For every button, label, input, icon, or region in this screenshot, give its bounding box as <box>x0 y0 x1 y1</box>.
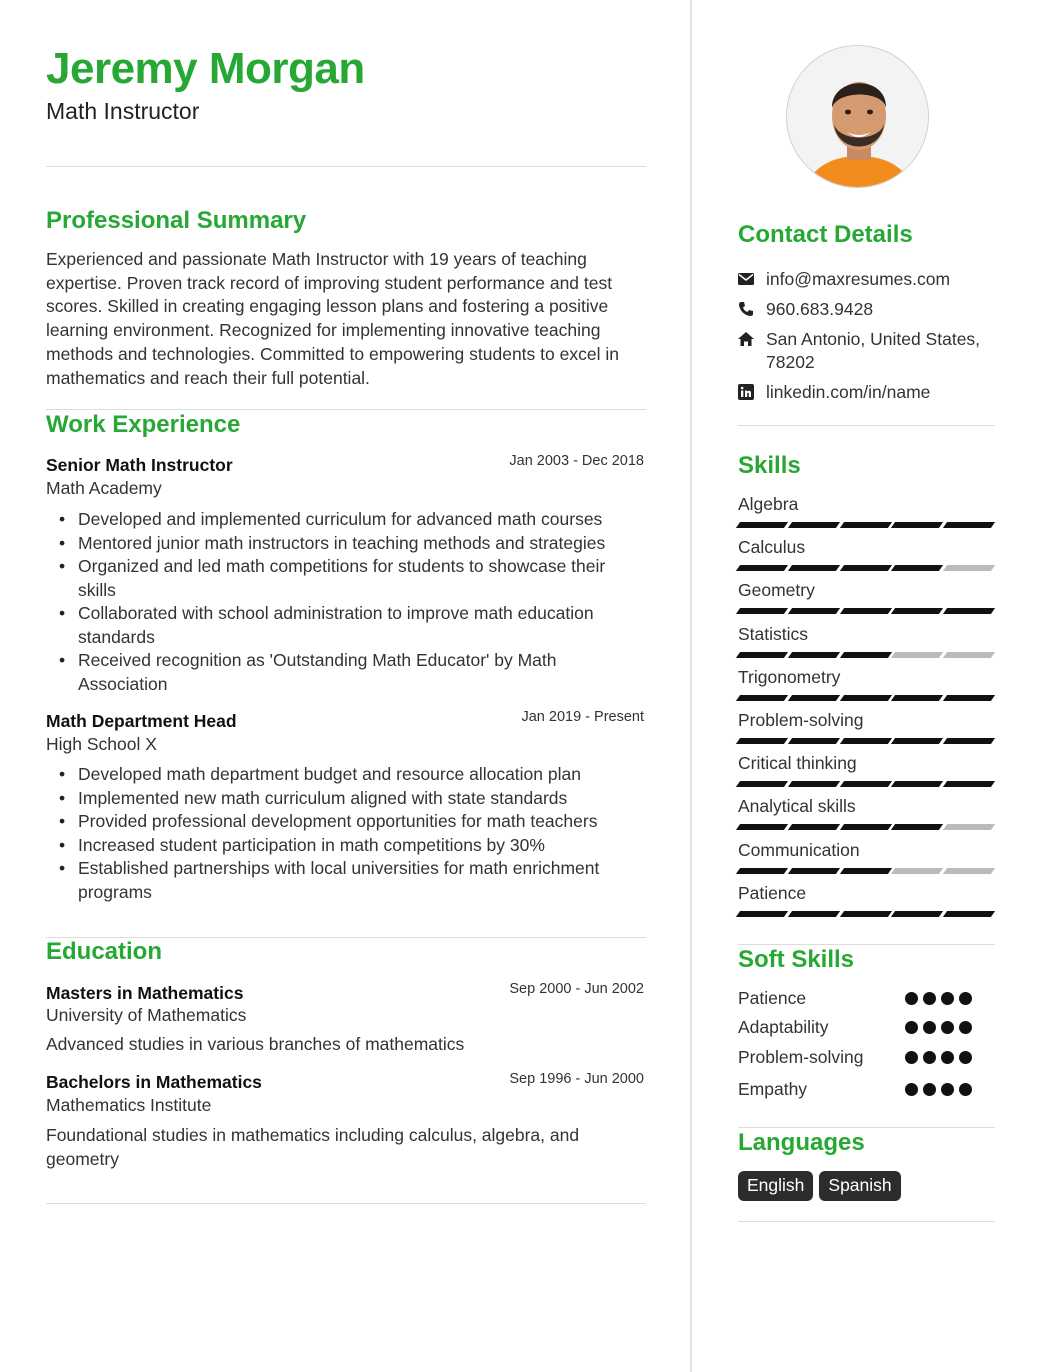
phone-text: 960.683.9428 <box>766 299 874 319</box>
skill-level-segment <box>891 824 943 830</box>
summary-text: Experienced and passionate Math Instructor with 19 years of teaching expertise. Proven track record of improving student performance and test scores. Skilled in creating engaging lesson plans and fostering a positive learning environment. Recognized for implementing innovative teaching methods and technologies. Committed to empowering students to excel in mathematics and reach their full potential. <box>46 249 619 388</box>
rating-dot <box>905 1051 918 1064</box>
list-item: • Collaborated with school administration to improve math education standards <box>78 602 646 649</box>
skill-level-bar <box>738 824 993 830</box>
home-icon <box>738 331 754 347</box>
skill-level-segment <box>839 695 891 701</box>
envelope-icon <box>738 271 754 287</box>
skill-level-segment <box>943 522 995 528</box>
skill-level-segment <box>788 738 840 744</box>
avatar-icon <box>787 46 929 188</box>
skill-level-bar <box>738 565 993 571</box>
soft-skill-rating <box>905 1021 980 1034</box>
divider <box>738 1127 995 1128</box>
divider <box>738 425 995 426</box>
skill-level-bar <box>738 608 993 614</box>
skill-level-segment <box>943 781 995 787</box>
rating-dot <box>941 992 954 1005</box>
summary-heading: Professional Summary <box>46 207 307 234</box>
skill-name: Statistics <box>738 623 809 644</box>
soft-skill-name: Adaptability <box>738 1017 829 1037</box>
skill-level-segment <box>943 868 995 874</box>
education-heading: Education <box>46 938 163 965</box>
job-title: Math Department Head <box>46 711 237 731</box>
skill-level-segment <box>736 652 788 658</box>
education-description: Foundational studies in mathematics including calculus, algebra, and geometry <box>46 1125 580 1169</box>
skill-level-segment <box>891 781 943 787</box>
address-text: San Antonio, United States, 78202 <box>766 329 981 372</box>
skill-level-bar <box>738 522 993 528</box>
job-date: Jan 2019 - Present <box>521 709 644 725</box>
skill-level-segment <box>839 911 891 917</box>
divider <box>46 166 646 167</box>
skill-level-segment <box>736 824 788 830</box>
skill-level-segment <box>891 608 943 614</box>
skill-level-bar <box>738 911 993 917</box>
skill-level-segment <box>788 608 840 614</box>
skill-name: Calculus <box>738 537 806 558</box>
work-heading: Work Experience <box>46 411 241 438</box>
linkedin-link[interactable]: linkedin.com/in/name <box>766 382 931 402</box>
list-item: • Established partnerships with local universities for math enrichment programs <box>78 857 646 904</box>
rating-dot <box>959 992 972 1005</box>
list-item: • Increased student participation in math competitions by 30% <box>78 834 646 858</box>
skill-level-segment <box>839 565 891 571</box>
list-item: • Developed and implemented curriculum for advanced math courses <box>78 508 646 532</box>
phone-icon <box>738 301 754 317</box>
list-item: • Organized and led math competitions for students to showcase their skills <box>78 555 646 602</box>
skill-level-segment <box>736 738 788 744</box>
soft-skill-rating <box>905 992 980 1005</box>
skill-name: Algebra <box>738 494 799 514</box>
skill-level-segment <box>891 522 943 528</box>
skill-level-segment <box>943 565 995 571</box>
skill-level-segment <box>736 911 788 917</box>
skill-level-segment <box>891 911 943 917</box>
school-name: University of Mathematics <box>46 1005 247 1025</box>
rating-dot <box>923 1021 936 1034</box>
rating-dot <box>923 992 936 1005</box>
skill-name: Geometry <box>738 580 815 601</box>
skill-level-segment <box>839 608 891 614</box>
soft-skill-name: Patience <box>738 988 807 1008</box>
rating-dot <box>923 1083 936 1096</box>
linkedin-icon <box>738 384 754 400</box>
contact-heading: Contact Details <box>738 221 913 248</box>
rating-dot <box>959 1083 972 1096</box>
skill-level-segment <box>788 652 840 658</box>
soft-skill-rating <box>905 1083 980 1096</box>
language-badge: English <box>738 1171 813 1201</box>
skill-name: Problem-solving <box>738 710 864 730</box>
soft-skill-name: Empathy <box>738 1079 808 1099</box>
skill-level-segment <box>943 824 995 830</box>
skill-level-segment <box>736 608 788 614</box>
divider <box>46 1203 646 1204</box>
skill-level-bar <box>738 738 993 744</box>
candidate-role: Math Instructor <box>46 98 200 124</box>
skill-level-segment <box>736 868 788 874</box>
skill-level-segment <box>839 738 891 744</box>
skills-heading: Skills <box>738 452 801 479</box>
rating-dot <box>959 1051 972 1064</box>
skill-level-bar <box>738 652 993 658</box>
rating-dot <box>905 1083 918 1096</box>
languages-heading: Languages <box>738 1129 865 1156</box>
skill-level-segment <box>788 695 840 701</box>
skill-level-segment <box>736 565 788 571</box>
skill-level-segment <box>839 824 891 830</box>
rating-dot <box>941 1083 954 1096</box>
skill-level-segment <box>891 652 943 658</box>
skill-level-segment <box>788 781 840 787</box>
list-item: • Provided professional development opportunities for math teachers <box>78 810 646 834</box>
profile-photo <box>786 45 929 188</box>
skill-level-segment <box>943 911 995 917</box>
list-item: • Received recognition as 'Outstanding Math Educator' by Math Association <box>78 649 646 696</box>
school-name: Mathematics Institute <box>46 1095 212 1115</box>
languages-list <box>738 1171 901 1201</box>
rating-dot <box>923 1051 936 1064</box>
skill-level-bar <box>738 781 993 787</box>
skill-name: Critical thinking <box>738 753 857 774</box>
divider <box>46 409 646 410</box>
job-date: Jan 2003 - Dec 2018 <box>509 453 644 469</box>
skill-level-segment <box>943 652 995 658</box>
rating-dot <box>905 992 918 1005</box>
rating-dot <box>941 1051 954 1064</box>
email-link[interactable]: info@maxresumes.com <box>766 269 951 289</box>
job-organization: Math Academy <box>46 478 162 498</box>
skill-level-segment <box>788 522 840 528</box>
skill-level-segment <box>839 652 891 658</box>
list-item: • Mentored junior math instructors in teaching methods and strategies <box>78 532 646 556</box>
skill-level-segment <box>943 608 995 614</box>
divider <box>738 1221 995 1222</box>
skill-name: Communication <box>738 839 860 860</box>
degree-title: Bachelors in Mathematics <box>46 1072 262 1092</box>
skill-level-segment <box>736 695 788 701</box>
job-title: Senior Math Instructor <box>46 455 233 475</box>
skill-level-segment <box>943 738 995 744</box>
skill-level-segment <box>891 868 943 874</box>
skill-name: Patience <box>738 882 807 903</box>
skill-level-segment <box>788 565 840 571</box>
skill-level-segment <box>891 565 943 571</box>
soft-skill-name: Problem-solving <box>738 1047 864 1067</box>
job-bullets <box>78 763 646 904</box>
rating-dot <box>905 1021 918 1034</box>
skill-level-segment <box>788 824 840 830</box>
skill-level-segment <box>891 738 943 744</box>
skill-level-segment <box>839 522 891 528</box>
skill-name: Analytical skills <box>738 796 856 817</box>
skill-level-segment <box>736 781 788 787</box>
list-item: • Developed math department budget and resource allocation plan <box>78 763 646 787</box>
divider <box>738 944 995 945</box>
education-description: Advanced studies in various branches of mathematics <box>46 1034 465 1054</box>
job-organization: High School X <box>46 734 157 754</box>
skill-level-segment <box>943 695 995 701</box>
soft-skills-heading: Soft Skills <box>738 946 855 973</box>
skill-level-segment <box>736 522 788 528</box>
candidate-name: Jeremy Morgan <box>46 44 365 93</box>
skill-level-bar <box>738 868 993 874</box>
column-divider <box>690 0 692 1372</box>
skill-level-bar <box>738 695 993 701</box>
soft-skill-rating <box>905 1051 980 1064</box>
rating-dot <box>959 1021 972 1034</box>
degree-title: Masters in Mathematics <box>46 983 244 1003</box>
skill-name: Trigonometry <box>738 666 841 687</box>
job-bullets <box>78 508 646 696</box>
skill-level-segment <box>839 868 891 874</box>
skill-level-segment <box>891 695 943 701</box>
skill-level-segment <box>839 781 891 787</box>
skill-level-segment <box>788 911 840 917</box>
list-item: • Implemented new math curriculum aligned with state standards <box>78 787 646 811</box>
language-badge: Spanish <box>819 1171 900 1201</box>
education-date: Sep 1996 - Jun 2000 <box>509 1071 644 1087</box>
education-date: Sep 2000 - Jun 2002 <box>509 981 644 997</box>
rating-dot <box>941 1021 954 1034</box>
skill-level-segment <box>788 868 840 874</box>
